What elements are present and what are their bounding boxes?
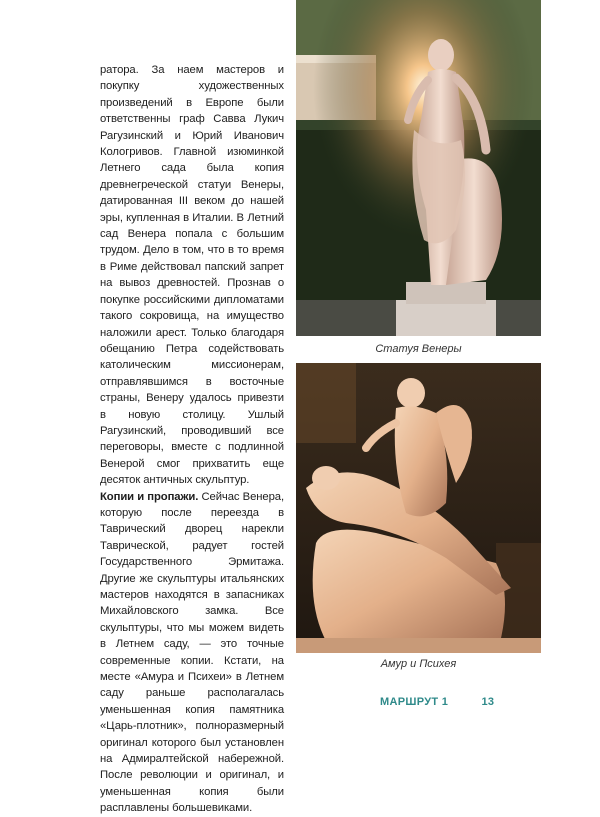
- paragraph-2-text: Сейчас Венера, которую после переезда в Таврический дворец нарекли Таврической, радует гостей Государственного Эрмитажа. Другие же скульптуры итальянских мастеров находятся в запасниках Михайловского замка. Все скульптуры, что мы можем видеть в Летнем саду, — это точные современные копии. Кстати, на месте «Амура и Психеи» в Летнем саду раньше располагалась уменьшенная копия памятника «Царь-плотник», полноразмерный оригинал которого был установлен на Адмиралтейской набережной. После революции и оригинал, и уменьшенная копия были расплавлены большевиками.: [100, 490, 284, 815]
- paragraph-2: [100, 489, 284, 817]
- venus-statue-photo: [296, 0, 541, 336]
- page-footer: [380, 696, 494, 708]
- cupid-psyche-caption: Амур и Психея: [380, 658, 457, 670]
- route-label: МАРШРУТ 1: [380, 696, 449, 708]
- paragraph-1: ратора. За наем мастеров и покупку художественных произведений в Европе были ответственны граф Савва Лукич Рагузинский и Юрий Иванович Кологривов. Главной изюминкой Летнего сада была копия древнегреческой статуи Венеры, датированная III веком до нашей эры, купленная в Италии. В Летний сад Венера попала с большим трудом. Дело в том, что в то время в Риме действовал папский запрет на вывоз древностей. Прознав о покупке российскими дипломатами такого сокровища, на имущество наложили арест. Только благодаря обещанию Петра содействовать католическим миссионерам, отправлявшимся в восточные страны, Венеру удалось привезти в новую столицу. Ушлый Рагузинский, проводивший все переговоры, вместе с подлинной Венерой смог прихватить еще десяток античных скульптур.: [100, 64, 284, 487]
- page-number: 13: [481, 696, 495, 708]
- section-heading: Копии и пропажи.: [100, 490, 199, 503]
- venus-caption: Статуя Венеры: [375, 343, 462, 355]
- cupid-psyche-photo: [296, 363, 541, 653]
- article-text: [100, 62, 284, 817]
